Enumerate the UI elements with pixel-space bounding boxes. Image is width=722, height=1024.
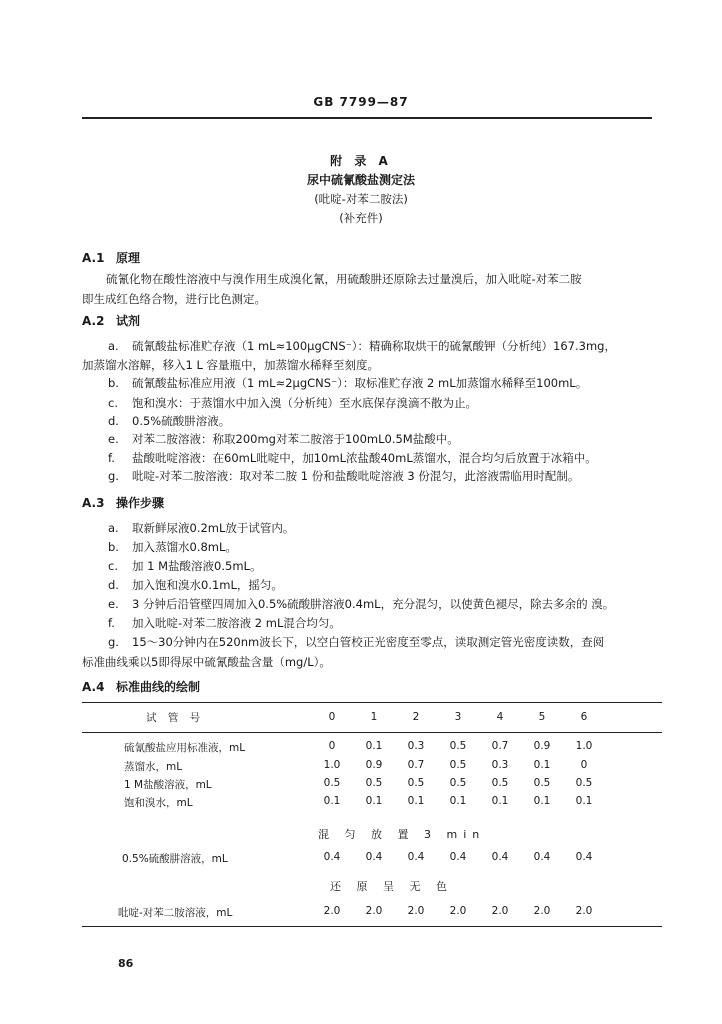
table-cell: 0.1	[323, 795, 341, 807]
list-item	[108, 413, 230, 429]
table-cell: 2.0	[407, 905, 425, 917]
section-a2-heading	[82, 312, 140, 329]
list-item	[108, 558, 261, 574]
item-label: a.	[108, 339, 119, 353]
table-cell: 0.4	[365, 851, 383, 863]
item-text: 硫氰酸盐标准贮存液（1 mL≈100μgCNS⁻）：精确称取烘干的硫氰酸钾（分析纯）167.3mg，	[132, 339, 616, 353]
item-label: b.	[108, 540, 119, 554]
tube-number: 3	[454, 711, 462, 723]
table-cell: 0.5	[407, 777, 425, 789]
table-cell: 0.1	[491, 795, 509, 807]
table-cell: 2.0	[449, 905, 467, 917]
list-item	[108, 468, 579, 484]
table-cell: 0.3	[491, 759, 509, 771]
table-cell: 2.0	[323, 905, 341, 917]
item-text: 15～30分钟内在520nm波长下，以空白管校正光密度至零点，读取测定管光密度读数，查阅	[132, 635, 605, 649]
table-cell: 0.3	[407, 740, 425, 752]
table-top-rule	[82, 702, 662, 703]
appendix-title: 附 录 A	[330, 154, 392, 168]
paragraph-line: 即生成红色络合物，进行比色测定。	[82, 292, 266, 306]
item-text: 加 1 M盐酸溶液0.5mL。	[132, 559, 262, 573]
section-title: 试剂	[116, 314, 141, 328]
table-cell: 0.5	[533, 777, 551, 789]
item-text: 盐酸吡啶溶液：在60mL吡啶中，加10mL浓盐酸40mL蒸馏水，混合均匀后放置于冰箱中。	[132, 451, 597, 465]
table-cell: 0.9	[533, 740, 551, 752]
item-label: f.	[108, 616, 115, 630]
list-item	[108, 634, 604, 650]
method-name: (吡啶-对苯二胺法)	[314, 192, 408, 206]
section-number: A.2	[82, 314, 105, 328]
item-continuation: 标准曲线乘以5即得尿中硫氰酸盐含量（mg/L）。	[82, 655, 331, 669]
table-cell: 0.5	[449, 759, 467, 771]
table-cell: 0.5	[365, 777, 383, 789]
item-text: 饱和溴水：于蒸馏水中加入溴（分析纯）至水底保存溴滴不散为止。	[132, 396, 477, 410]
list-item	[108, 375, 587, 391]
item-label: d.	[108, 578, 119, 592]
table-cell: 0.1	[449, 795, 467, 807]
table-cell: 0.1	[407, 795, 425, 807]
section-a4-heading	[82, 678, 200, 695]
table-cell: 2.0	[533, 905, 551, 917]
item-label: g.	[108, 635, 119, 649]
item-text: 取新鲜尿液0.2mL放于试管内。	[132, 521, 295, 535]
table-cell: 2.0	[365, 905, 383, 917]
item-label: g.	[108, 469, 119, 483]
table-cell: 0.1	[533, 759, 551, 771]
table-cell: 0.9	[365, 759, 383, 771]
list-item	[108, 431, 459, 447]
list-item	[108, 395, 477, 411]
section-a3-heading	[82, 494, 164, 511]
item-label: d.	[108, 414, 119, 428]
table-row-label: 饱和溴水，mL	[124, 797, 193, 809]
table-bottom-rule	[82, 926, 662, 927]
list-item	[108, 596, 614, 612]
table-cell: 0.7	[491, 740, 509, 752]
paragraph-line: 硫氰化物在酸性溶液中与溴作用生成溴化氰，用硫酸肼还原除去过量溴后，加入吡啶-对苯二胺	[106, 272, 582, 286]
table-cell: 0.1	[575, 795, 593, 807]
list-item	[108, 615, 341, 631]
table-cell: 0	[580, 759, 588, 771]
item-text: 吡啶-对苯二胺溶液：取对苯二胺 1 份和盐酸吡啶溶液 3 份混匀，此溶液需临用时配制。	[132, 469, 580, 483]
list-item	[108, 338, 616, 354]
item-text: 3 分钟后沿管壁四周加入0.5%硫酸肼溶液0.4mL，充分混匀，以使黄色褪尽，除去多余的 溴。	[132, 597, 615, 611]
section-number: A.1	[82, 251, 105, 265]
item-text: 硫氰酸盐标准应用液（1 mL≈2μgCNS⁻）：取标准贮存液 2 mL加蒸馏水稀释至100mL。	[132, 376, 588, 390]
list-item	[108, 450, 597, 466]
table-header-label: 试 管 号	[146, 712, 205, 724]
table-cell: 0.7	[407, 759, 425, 771]
item-label: c.	[108, 396, 118, 410]
table-cell: 0.4	[407, 851, 425, 863]
table-cell: 0.1	[365, 795, 383, 807]
tube-number: 5	[538, 711, 546, 723]
table-cell: 0.4	[575, 851, 593, 863]
table-cell: 0.5	[449, 740, 467, 752]
table-cell: 2.0	[575, 905, 593, 917]
table-cell: 0.1	[533, 795, 551, 807]
table-row-label: 蒸馏水，mL	[124, 761, 183, 773]
section-title: 操作步骤	[116, 496, 165, 510]
table-header-rule	[82, 732, 662, 733]
tube-number: 0	[328, 711, 336, 723]
table-cell: 0.4	[491, 851, 509, 863]
table-cell: 2.0	[491, 905, 509, 917]
list-item	[108, 520, 294, 536]
item-text: 加入饱和溴水0.1mL，摇匀。	[132, 578, 283, 592]
table-cell: 1.0	[575, 740, 593, 752]
table-row-label: 吡啶-对苯二胺溶液，mL	[118, 907, 233, 919]
reduce-note: 还 原 呈 无 色	[330, 880, 453, 893]
page-number: 86	[118, 957, 134, 970]
item-label: b.	[108, 376, 119, 390]
standard-code: GB 7799—87	[313, 95, 409, 109]
item-text: 0.5%硫酸肼溶液。	[132, 414, 231, 428]
table-cell: 1.0	[323, 759, 341, 771]
table-cell: 0.1	[365, 740, 383, 752]
tube-number: 1	[370, 711, 378, 723]
item-label: e.	[108, 597, 119, 611]
table-cell: 0.5	[575, 777, 593, 789]
item-label: e.	[108, 432, 119, 446]
tube-number: 2	[412, 711, 420, 723]
table-cell: 0.4	[533, 851, 551, 863]
table-cell: 0.5	[323, 777, 341, 789]
table-row-label: 1 M盐酸溶液，mL	[124, 779, 212, 791]
mix-note: 混 匀 放 置 3 min	[318, 828, 486, 841]
tube-number: 6	[580, 711, 588, 723]
item-text: 加入吡啶-对苯二胺溶液 2 mL混合均匀。	[132, 616, 341, 630]
section-title: 原理	[116, 251, 141, 265]
table-row-label: 硫氰酸盐应用标准液，mL	[124, 742, 246, 754]
item-continuation: 加蒸馏水溶解，移入1 L 容量瓶中，加蒸馏水稀释至刻度。	[82, 358, 380, 372]
section-title: 标准曲线的绘制	[116, 680, 201, 694]
table-row-label: 0.5%硫酸肼溶液，mL	[122, 853, 228, 865]
section-number: A.4	[82, 680, 105, 694]
item-label: a.	[108, 521, 119, 535]
table-cell: 0.5	[491, 777, 509, 789]
item-label: c.	[108, 559, 118, 573]
item-text: 对苯二胺溶液：称取200mg对苯二胺溶于100mL0.5M盐酸中。	[132, 432, 459, 446]
table-cell: 0	[328, 740, 336, 752]
supplement-note: (补充件)	[339, 211, 383, 225]
header-rule	[82, 117, 652, 119]
table-cell: 0.4	[323, 851, 341, 863]
appendix-subtitle: 尿中硫氰酸盐测定法	[306, 173, 415, 187]
list-item	[108, 577, 283, 593]
list-item	[108, 539, 237, 555]
section-number: A.3	[82, 496, 105, 510]
tube-number: 4	[496, 711, 504, 723]
item-label: f.	[108, 451, 115, 465]
item-text: 加入蒸馏水0.8mL。	[132, 540, 237, 554]
section-a1-heading	[82, 249, 140, 266]
table-cell: 0.5	[449, 777, 467, 789]
table-cell: 0.4	[449, 851, 467, 863]
